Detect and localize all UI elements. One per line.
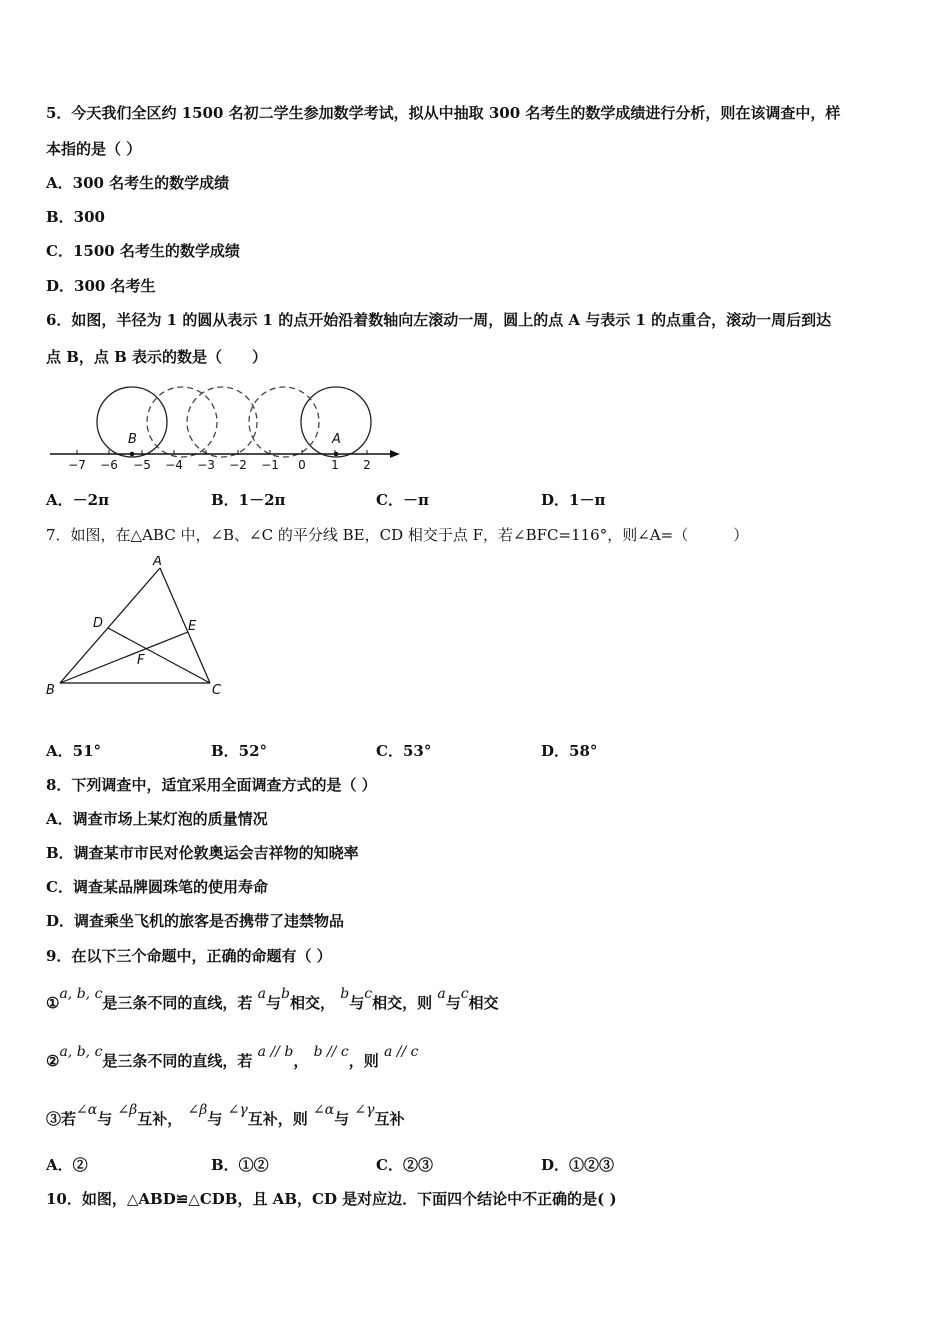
point-b-label: B bbox=[128, 432, 137, 447]
p3-t5: 与 bbox=[334, 1110, 350, 1128]
p3-t6: 互补 bbox=[374, 1110, 405, 1128]
p1-c2: c bbox=[460, 986, 469, 1002]
q6-option-d: D．1－π bbox=[541, 491, 606, 509]
p3-t1: 与 bbox=[97, 1110, 113, 1128]
p2-num: ② bbox=[46, 1052, 60, 1070]
tick-label: −7 bbox=[68, 458, 86, 472]
q8-option-d: D．调查乘坐飞机的旅客是否携带了违禁物品 bbox=[46, 912, 345, 930]
q9-option-a: A．② bbox=[46, 1156, 88, 1174]
p3-al: ∠α bbox=[76, 1102, 98, 1118]
p2-t1: 是三条不同的直线，若 bbox=[102, 1052, 253, 1070]
point-e-label: E bbox=[188, 619, 197, 634]
p2-t2: ， bbox=[293, 1052, 309, 1070]
side-ac bbox=[160, 568, 210, 683]
q9-option-c: C．②③ bbox=[376, 1156, 433, 1174]
p3-be: ∠β bbox=[117, 1102, 138, 1118]
q7-option-b: B．52° bbox=[211, 742, 268, 760]
tick-label: −1 bbox=[261, 458, 279, 472]
q5-option-b: B．300 bbox=[46, 208, 105, 226]
q9-option-b: B．①② bbox=[211, 1156, 269, 1174]
point-d-label: D bbox=[93, 616, 104, 631]
p1-b: b bbox=[281, 986, 290, 1002]
q7-option-c: C．53° bbox=[376, 742, 432, 760]
q5-stem-line2: 本指的是（ ） bbox=[46, 140, 142, 158]
q8-stem: 8．下列调查中，适宜采用全面调查方式的是（ ） bbox=[46, 776, 377, 794]
p3-t3: 与 bbox=[207, 1110, 223, 1128]
p3-be2: ∠β bbox=[187, 1102, 208, 1118]
q8-option-a: A．调查市场上某灯泡的质量情况 bbox=[46, 810, 268, 828]
p1-c: c bbox=[364, 986, 373, 1002]
p3-t2: 互补， bbox=[137, 1110, 183, 1128]
point-a-label: A bbox=[332, 432, 341, 447]
q5-option-c: C．1500 名考生的数学成绩 bbox=[46, 242, 240, 260]
bisector-be bbox=[60, 632, 188, 683]
q9-proposition-1 bbox=[46, 986, 499, 1014]
q9-proposition-2 bbox=[46, 1044, 419, 1072]
tick-label: 0 bbox=[298, 458, 306, 472]
q10-stem: 10．如图，△ABD≌△CDB，且 AB，CD 是对应边．下面四个结论中不正确的是( ) bbox=[46, 1190, 617, 1208]
p1-t6: 与 bbox=[445, 994, 461, 1012]
p2-bc: b // c bbox=[313, 1044, 349, 1060]
q6-stem-line1: 6．如图，半径为 1 的圆从表示 1 的点开始沿着数轴向左滚动一周，圆上的点 A 与表示 1 的点重合，滚动一周后到达 bbox=[46, 311, 832, 329]
q7-option-d: D．58° bbox=[541, 742, 598, 760]
q6-stem-line2: 点 B，点 B 表示的数是（ ） bbox=[46, 348, 268, 366]
q6-option-a: A．－2π bbox=[46, 491, 110, 509]
q6-option-b: B．1－2π bbox=[211, 491, 286, 509]
vertex-a-label: A bbox=[153, 556, 162, 569]
tick-label: −2 bbox=[229, 458, 247, 472]
p2-ab: a // b bbox=[257, 1044, 294, 1060]
rolling-circle-dashed-3 bbox=[249, 387, 319, 457]
tick-label: −6 bbox=[100, 458, 118, 472]
q5-option-d: D．300 名考生 bbox=[46, 277, 156, 295]
p1-t3: 相交， bbox=[290, 994, 336, 1012]
p1-a: a bbox=[257, 986, 267, 1002]
p3-ga2: ∠γ bbox=[354, 1102, 375, 1118]
p2-vars: a, b, c bbox=[59, 1044, 103, 1060]
p1-t4: 与 bbox=[349, 994, 365, 1012]
point-b-dot bbox=[130, 452, 135, 457]
tick-label: −5 bbox=[133, 458, 151, 472]
q9-proposition-3 bbox=[46, 1102, 405, 1130]
p1-t5: 相交，则 bbox=[372, 994, 433, 1012]
p3-al2: ∠α bbox=[312, 1102, 335, 1118]
q9-stem: 9．在以下三个命题中，正确的命题有（ ） bbox=[46, 947, 332, 965]
side-ab bbox=[60, 568, 160, 683]
p3-num: ③若 bbox=[46, 1110, 77, 1128]
q7-triangle-figure bbox=[40, 556, 240, 701]
q7-option-a: A．51° bbox=[46, 742, 102, 760]
tick-label: −3 bbox=[197, 458, 215, 472]
vertex-c-label: C bbox=[212, 683, 222, 698]
q8-option-c: C．调查某品牌圆珠笔的使用寿命 bbox=[46, 878, 268, 896]
p1-a2: a bbox=[437, 986, 446, 1002]
q7-stem: 7．如图，在△ABC 中，∠B、∠C 的平分线 BE，CD 相交于点 F，若∠BFC=116°，则∠A=（ ） bbox=[46, 526, 749, 544]
p3-t4: 互补，则 bbox=[247, 1110, 308, 1128]
p1-t1: 是三条不同的直线，若 bbox=[102, 994, 253, 1012]
p1-b2: b bbox=[340, 986, 350, 1002]
p3-ga: ∠γ bbox=[227, 1102, 248, 1118]
bisector-cd bbox=[108, 628, 210, 683]
p1-t7: 相交 bbox=[468, 994, 499, 1012]
p1-num: ① bbox=[46, 994, 60, 1012]
q6-rolling-circle-figure bbox=[44, 378, 409, 478]
tick-label: −4 bbox=[165, 458, 183, 472]
p1-vars: a, b, c bbox=[59, 986, 103, 1002]
q6-option-c: C．－π bbox=[376, 491, 429, 509]
vertex-b-label: B bbox=[46, 683, 55, 698]
p2-t3: ，则 bbox=[348, 1052, 379, 1070]
tick-label: 2 bbox=[363, 458, 371, 472]
rolling-circle-dashed-2 bbox=[187, 387, 257, 457]
q5-option-a: A．300 名考生的数学成绩 bbox=[46, 174, 230, 192]
point-a-dot bbox=[334, 452, 339, 457]
q8-option-b: B．调查某市市民对伦敦奥运会吉祥物的知晓率 bbox=[46, 844, 359, 862]
point-f-label: F bbox=[137, 653, 145, 668]
tick-label: 1 bbox=[331, 458, 339, 472]
axis-arrow-icon bbox=[390, 450, 400, 458]
q5-stem-line1: 5．今天我们全区约 1500 名初二学生参加数学考试，拟从中抽取 300 名考生的数学成绩进行分析，则在该调查中，样 bbox=[46, 104, 841, 122]
q9-option-d: D．①②③ bbox=[541, 1156, 615, 1174]
p2-ac: a // c bbox=[383, 1044, 419, 1060]
p1-t2: 与 bbox=[266, 994, 282, 1012]
